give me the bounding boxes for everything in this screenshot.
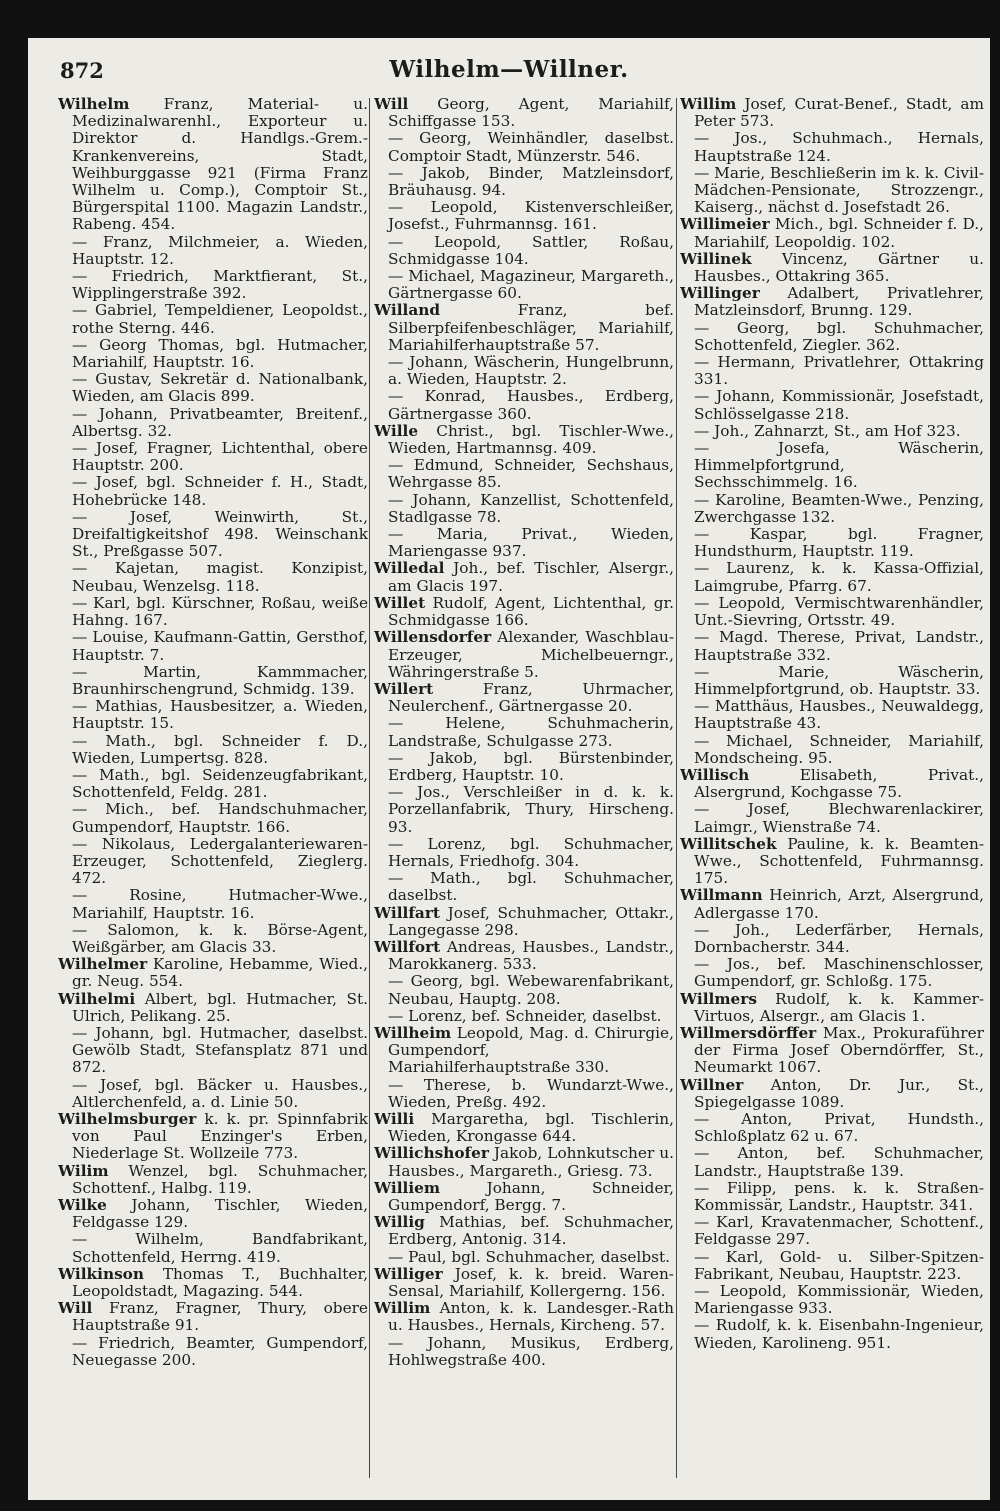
directory-subentry — [680, 423, 984, 440]
directory-subentry — [58, 836, 368, 888]
entry-text: — Johann, Privatbeamter, Breitenf., Albertsg. 32. — [72, 404, 368, 440]
directory-entry — [680, 251, 984, 285]
entry-text: Johann, Tischler, Wieden, Feldgasse 129. — [72, 1196, 368, 1232]
directory-subentry — [374, 1077, 674, 1111]
entry-surname: Williem — [374, 1178, 441, 1197]
directory-subentry — [58, 560, 368, 594]
entry-text: Franz, Uhrmacher, Neulerchenf., Gärtnergasse 20. — [388, 679, 674, 716]
entry-text: — Johann, Kanzellist, Schottenfeld, Stadlgasse 78. — [388, 490, 674, 526]
column-1 — [58, 96, 368, 1486]
entry-text: — Karl, Gold- u. Silber-Spitzen-Fabrikant, Neubau, Hauptstr. 223. — [694, 1247, 984, 1283]
entry-surname: Willi — [374, 1109, 415, 1128]
directory-subentry — [58, 887, 368, 921]
entry-text: — Hermann, Privatlehrer, Ottakring 331. — [694, 353, 984, 389]
directory-subentry — [374, 354, 674, 388]
directory-subentry — [374, 268, 674, 302]
entry-text: — Jos., bef. Maschinenschlosser, Gumpendorf, gr. Schloßg. 175. — [694, 955, 984, 991]
entry-text: — Josef, Fragner, Lichtenthal, obere Hauptstr. 200. — [72, 439, 368, 475]
entry-text: — Rosine, Hutmacher-Wwe., Mariahilf, Hauptstr. 16. — [72, 886, 368, 922]
directory-subentry — [58, 234, 368, 268]
directory-subentry — [374, 492, 674, 526]
directory-entry — [374, 1145, 674, 1179]
directory-entry — [374, 629, 674, 681]
entry-text: — Nikolaus, Ledergalanteriewaren-Erzeuger, Schottenfeld, Zieglerg. 472. — [72, 834, 368, 888]
directory-subentry — [58, 595, 368, 629]
column-divider — [369, 98, 370, 1478]
entry-text: Josef, Curat-Benef., Stadt, am Peter 573. — [694, 96, 984, 131]
directory-page — [28, 38, 990, 1500]
entry-text: — Gabriel, Tempeldiener, Leopoldst., rothe Sterng. 446. — [72, 301, 368, 337]
entry-text: — Helene, Schuhmacherin, Landstraße, Schulgasse 273. — [388, 714, 674, 750]
entry-text: — Karl, Kravatenmacher, Schottenf., Feldgasse 297. — [694, 1213, 984, 1249]
directory-subentry — [58, 1025, 368, 1077]
directory-subentry — [680, 560, 984, 594]
entry-text: — Friedrich, Marktfierant, St., Wipplingerstraße 392. — [72, 267, 368, 303]
directory-subentry — [374, 199, 674, 233]
directory-entry — [374, 1214, 674, 1248]
entry-surname: Willim — [374, 1299, 431, 1318]
directory-subentry — [58, 664, 368, 698]
entry-text: Anton, Dr. Jur., St., Spiegelgasse 1089. — [694, 1075, 984, 1111]
entry-text: — Konrad, Hausbes., Erdberg, Gärtnergasse 360. — [388, 387, 674, 423]
entry-text: — Lorenz, bef. Schneider, daselbst. — [388, 1006, 662, 1025]
directory-entry — [58, 1300, 368, 1334]
entry-surname: Willig — [374, 1213, 425, 1232]
entry-surname: Wilke — [58, 1196, 107, 1214]
directory-subentry — [680, 526, 984, 560]
directory-entry — [680, 1025, 984, 1077]
directory-entry — [680, 96, 984, 130]
entry-text: — Math., bgl. Schuhmacher, daselbst. — [388, 869, 674, 905]
directory-subentry — [680, 733, 984, 767]
entry-text: Thomas T., Buchhalter, Leopoldstadt, Magazing. 544. — [72, 1264, 368, 1301]
entry-text: — Matthäus, Hausbes., Neuwaldegg, Hauptstraße 43. — [694, 697, 984, 733]
directory-entry — [680, 991, 984, 1025]
entry-text: — Karoline, Beamten-Wwe., Penzing, Zwerchgasse 132. — [694, 490, 984, 526]
entry-text: — Kajetan, magist. Konzipist, Neubau, Wenzelsg. 118. — [72, 559, 368, 595]
directory-subentry — [680, 1214, 984, 1248]
entry-text: Pauline, k. k. Beamten-Wwe., Schottenfeld, Fuhrmannsg. 175. — [694, 834, 984, 888]
directory-subentry — [680, 664, 984, 698]
entry-text: — Lorenz, bgl. Schuhmacher, Hernals, Friedhofg. 304. — [388, 834, 674, 870]
directory-subentry — [680, 1180, 984, 1214]
directory-subentry — [374, 165, 674, 199]
entry-surname: Willfort — [374, 937, 441, 956]
entry-text: — Leopold, Kommissionär, Wieden, Mariengasse 933. — [694, 1282, 984, 1318]
directory-entry — [680, 836, 984, 888]
directory-entry — [680, 887, 984, 921]
directory-subentry — [374, 715, 674, 749]
entry-surname: Willensdorfer — [374, 628, 492, 647]
entry-text: Margaretha, bgl. Tischlerin, Wieden, Krongasse 644. — [388, 1109, 674, 1146]
entry-text: — Georg Thomas, bgl. Hutmacher, Mariahilf, Hauptstr. 16. — [72, 335, 368, 372]
directory-entry — [374, 96, 674, 130]
entry-text: Mathias, bef. Schuhmacher, Erdberg, Antonig. 314. — [388, 1213, 674, 1249]
entry-text: Mich., bgl. Schneider f. D., Mariahilf, Leopoldig. 102. — [694, 215, 984, 251]
directory-entry — [58, 1266, 368, 1300]
entry-text: — Mich., bef. Handschuhmacher, Gumpendorf, Hauptstr. 166. — [72, 800, 368, 836]
entry-text: — Karl, bgl. Kürschner, Roßau, weiße Hahng. 167. — [72, 593, 368, 630]
directory-entry — [374, 302, 674, 354]
entry-text: — Joh., Lederfärber, Hernals, Dornbacherstr. 344. — [694, 920, 984, 956]
entry-text: Vincenz, Gärtner u. Hausbes., Ottakring 365. — [694, 249, 984, 286]
entry-text: — Josef, bgl. Schneider f. H., Stadt, Hohebrücke 148. — [72, 473, 368, 509]
entry-text: — Martin, Kammmacher, Braunhirschengrund, Schmidg. 139. — [72, 662, 368, 698]
entry-text: Franz, Fragner, Thury, obere Hauptstraße 91. — [72, 1299, 368, 1335]
directory-entry — [58, 956, 368, 990]
directory-subentry — [680, 165, 984, 217]
directory-entry — [58, 1197, 368, 1231]
entry-text: Karoline, Hebamme, Wied., gr. Neug. 554. — [72, 955, 368, 991]
entry-text: — Jakob, Binder, Matzleinsdorf, Bräuhausg. 94. — [388, 163, 674, 200]
directory-subentry — [374, 750, 674, 784]
entry-surname: Will — [374, 96, 409, 113]
entry-text: Rudolf, Agent, Lichtenthal, gr. Schmidgasse 166. — [388, 593, 674, 630]
directory-entry — [374, 681, 674, 715]
directory-subentry — [58, 406, 368, 440]
directory-subentry — [58, 371, 368, 405]
entry-text: — Magd. Therese, Privat, Landstr., Hauptstraße 332. — [694, 628, 984, 664]
directory-subentry — [58, 268, 368, 302]
entry-text: — Filipp, pens. k. k. Straßen-Kommissär, Landstr., Hauptstr. 341. — [694, 1178, 984, 1214]
directory-subentry — [374, 457, 674, 491]
entry-surname: Wilhelmi — [58, 989, 136, 1008]
entry-surname: Willedal — [374, 559, 445, 578]
entry-surname: Wille — [374, 421, 419, 440]
directory-subentry — [680, 440, 984, 492]
entry-text: — Josef, bgl. Bäcker u. Hausbes., Altlerchenfeld, a. d. Linie 50. — [72, 1075, 368, 1111]
entry-text: — Leopold, Kistenverschleißer, Josefst., Fuhrmannsg. 161. — [388, 198, 674, 234]
directory-subentry — [680, 130, 984, 164]
entry-text: Jakob, Lohnkutscher u. Hausbes., Margareth., Griesg. 73. — [388, 1144, 674, 1180]
entry-surname: Wilhelmsburger — [58, 1109, 197, 1128]
directory-subentry — [58, 1077, 368, 1111]
entry-text: — Johann, Wäscherin, Hungelbrunn, a. Wieden, Hauptstr. 2. — [388, 353, 674, 389]
entry-text: Albert, bgl. Hutmacher, St. Ulrich, Pelikang. 25. — [72, 989, 368, 1025]
directory-subentry — [374, 870, 674, 904]
entry-text: — Georg, bgl. Webewarenfabrikant, Neubau, Hauptg. 208. — [388, 972, 674, 1008]
directory-subentry — [374, 1335, 674, 1369]
entry-text: — Jakob, bgl. Bürstenbinder, Erdberg, Hauptstr. 10. — [388, 748, 674, 784]
directory-entry — [374, 560, 674, 594]
directory-subentry — [680, 595, 984, 629]
directory-subentry — [58, 1231, 368, 1265]
entry-text: — Maria, Privat., Wieden, Mariengasse 937. — [388, 525, 674, 561]
entry-text: — Anton, bef. Schuhmacher, Landstr., Hauptstraße 139. — [694, 1144, 984, 1180]
directory-subentry — [680, 1283, 984, 1317]
entry-text: Joh., bef. Tischler, Alsergr., am Glacis 197. — [388, 559, 674, 595]
entry-text: — Jos., Verschleißer in d. k. k. Porzellanfabrik, Thury, Hirscheng. 93. — [388, 783, 674, 836]
page-number: 872 — [60, 58, 104, 83]
directory-subentry — [58, 733, 368, 767]
entry-text: — Mathias, Hausbesitzer, a. Wieden, Hauptstr. 15. — [72, 697, 368, 733]
entry-text: — Georg, Weinhändler, daselbst. Comptoir Stadt, Münzerstr. 546. — [388, 129, 674, 165]
entry-text: Adalbert, Privatlehrer, Matzleinsdorf, Brunng. 129. — [694, 284, 984, 320]
entry-surname: Willheim — [374, 1023, 452, 1042]
entry-text: Rudolf, k. k. Kammer-Virtuos, Alsergr., am Glacis 1. — [694, 989, 984, 1025]
entry-surname: Willmers — [680, 989, 757, 1008]
entry-text: Johann, Schneider, Gumpendorf, Bergg. 7. — [388, 1178, 674, 1214]
entry-text: — Joh., Zahnarzt, St., am Hof 323. — [694, 421, 961, 440]
entry-text: — Edmund, Schneider, Sechshaus, Wehrgasse 85. — [388, 456, 674, 492]
entry-surname: Wilhelmer — [58, 955, 148, 974]
directory-entry — [374, 1300, 674, 1334]
entry-surname: Wilim — [58, 1161, 109, 1180]
directory-entry — [680, 285, 984, 319]
directory-entry — [58, 1111, 368, 1163]
directory-entry — [680, 216, 984, 250]
entry-surname: Willitschek — [680, 834, 777, 853]
entry-text: — Josef, Blechwarenlackirer, Laimgr., Wienstraße 74. — [694, 800, 984, 836]
entry-text: — Leopold, Sattler, Roßau, Schmidgasse 104. — [388, 232, 674, 268]
entry-surname: Willmersdörffer — [680, 1023, 817, 1042]
entry-text: — Rudolf, k. k. Eisenbahn-Ingenieur, Wieden, Karolineng. 951. — [694, 1316, 984, 1352]
directory-subentry — [374, 973, 674, 1007]
entry-text: — Johann, Musikus, Erdberg, Hohlwegstraße 400. — [388, 1333, 674, 1369]
entry-surname: Wilhelm — [58, 96, 130, 113]
directory-subentry — [680, 629, 984, 663]
entry-text: Josef, k. k. breid. Waren-Sensal, Mariahilf, Kollergerng. 156. — [388, 1264, 674, 1301]
entry-text: — Laurenz, k. k. Kassa-Offizial, Laimgrube, Pfarrg. 67. — [694, 559, 984, 595]
entry-text: — Franz, Milchmeier, a. Wieden, Hauptstr. 12. — [72, 232, 368, 268]
entry-surname: Willinger — [680, 284, 760, 303]
entry-surname: Williger — [374, 1264, 443, 1283]
column-2 — [374, 96, 674, 1486]
entry-text: — Josefa, Wäscherin, Himmelpfortgrund, Sechsschimmelg. 16. — [694, 439, 984, 492]
directory-subentry — [58, 509, 368, 561]
directory-entry — [374, 423, 674, 457]
entry-text: — Michael, Schneider, Mariahilf, Mondscheing. 95. — [694, 731, 984, 767]
entry-text: — Therese, b. Wundarzt-Wwe., Wieden, Preßg. 492. — [388, 1075, 674, 1111]
entry-surname: Wilkinson — [58, 1264, 145, 1283]
directory-subentry — [58, 337, 368, 371]
directory-subentry — [680, 922, 984, 956]
directory-subentry — [374, 130, 674, 164]
directory-subentry — [58, 629, 368, 663]
entry-text: Franz, Material- u. Medizinalwarenhl., Exporteur u. Direktor d. Handlgs.-Grem.-Krankenvereins, Stadt, Weihburggasse 921 (Firma Franz Wilhelm u. Comp.), Comptoir St., Bürgerspital 1100. Magazin Landstr., Rabeng. 454. — [72, 96, 368, 234]
entry-text: Alexander, Waschblau-Erzeuger, Michelbeuerngr., Währingerstraße 5. — [388, 628, 674, 681]
directory-subentry — [58, 922, 368, 956]
entry-text: — Marie, Beschließerin im k. k. Civil-Mädchen-Pensionate, Strozzengr., Kaiserg., nächst d. Josefstadt 26. — [694, 163, 984, 217]
entry-text: k. k. pr. Spinnfabrik von Paul Enzinger's Erben, Niederlage St. Wollzeile 773. — [72, 1109, 368, 1163]
entry-text: Andreas, Hausbes., Landstr., Marokkanerg. 533. — [388, 937, 674, 974]
directory-entry — [680, 1077, 984, 1111]
directory-entry — [374, 939, 674, 973]
directory-subentry — [680, 801, 984, 835]
entry-text: Elisabeth, Privat., Alsergrund, Kochgasse 75. — [694, 765, 984, 802]
directory-subentry — [680, 1317, 984, 1351]
column-3 — [680, 96, 984, 1486]
directory-subentry — [680, 388, 984, 422]
entry-text: — Kaspar, bgl. Fragner, Hundsthurm, Hauptstr. 119. — [694, 525, 984, 561]
entry-text: Max., Prokuraführer der Firma Josef Oberndörffer, St., Neumarkt 1067. — [694, 1023, 984, 1077]
directory-subentry — [58, 698, 368, 732]
entry-surname: Willimeier — [680, 215, 770, 234]
entry-text: — Josef, Weinwirth, St., Dreifaltigkeitshof 498. Weinschank St., Preßgasse 507. — [72, 507, 368, 561]
directory-entry — [58, 991, 368, 1025]
entry-text: — Wilhelm, Bandfabrikant, Schottenfeld, Herrng. 419. — [72, 1230, 368, 1266]
entry-text: — Johann, Kommissionär, Josefstadt, Schlösselgasse 218. — [694, 387, 984, 423]
column-divider — [676, 98, 677, 1478]
entry-text: — Johann, bgl. Hutmacher, daselbst. Gewölb Stadt, Stefansplatz 871 und 872. — [72, 1023, 368, 1077]
directory-subentry — [374, 234, 674, 268]
entry-text: — Jos., Schuhmach., Hernals, Hauptstraße 124. — [694, 129, 984, 165]
entry-text: Wenzel, bgl. Schuhmacher, Schottenf., Halbg. 119. — [72, 1161, 368, 1197]
entry-text: Franz, bef. Silberpfeifenbeschläger, Mariahilf, Mariahilferhauptstraße 57. — [388, 301, 674, 354]
entry-surname: Willisch — [680, 765, 750, 784]
directory-entry — [680, 767, 984, 801]
entry-surname: Willmann — [680, 886, 763, 905]
directory-subentry — [680, 1145, 984, 1179]
entry-text: Georg, Agent, Mariahilf, Schiffgasse 153. — [388, 96, 674, 131]
directory-subentry — [374, 784, 674, 836]
directory-subentry — [374, 836, 674, 870]
directory-subentry — [374, 1249, 674, 1266]
entry-surname: Willim — [680, 96, 737, 113]
directory-subentry — [58, 1335, 368, 1369]
directory-entry — [58, 96, 368, 234]
entry-text: — Anton, Privat, Hundsth., Schloßplatz 62 u. 67. — [694, 1109, 984, 1146]
entry-surname: Willner — [680, 1075, 744, 1094]
entry-text: Leopold, Mag. d. Chirurgie, Gumpendorf, Mariahilferhauptstraße 330. — [388, 1023, 674, 1077]
entry-text: Anton, k. k. Landesger.-Rath u. Hausbes., Hernals, Kircheng. 57. — [388, 1299, 674, 1335]
directory-entry — [374, 1111, 674, 1145]
entry-surname: Will — [58, 1299, 93, 1318]
directory-subentry — [680, 354, 984, 388]
directory-entry — [58, 1163, 368, 1197]
entry-text: — Leopold, Vermischtwarenhändler, Unt.-Sievring, Ortsstr. 49. — [694, 593, 984, 630]
directory-subentry — [374, 1008, 674, 1025]
entry-text: Heinrich, Arzt, Alsergrund, Adlergasse 170. — [694, 886, 984, 922]
entry-surname: Willichshofer — [374, 1144, 489, 1163]
directory-subentry — [374, 526, 674, 560]
directory-entry — [374, 1266, 674, 1300]
entry-surname: Willinek — [680, 249, 752, 268]
directory-entry — [374, 1025, 674, 1077]
page-header — [28, 56, 990, 88]
entry-surname: Willert — [374, 679, 434, 698]
entry-text: — Paul, bgl. Schuhmacher, daselbst. — [388, 1247, 670, 1266]
entry-text: Christ., bgl. Tischler-Wwe., Wieden, Hartmannsg. 409. — [388, 421, 674, 458]
directory-columns — [28, 96, 990, 1486]
entry-text: — Georg, bgl. Schuhmacher, Schottenfeld, Ziegler. 362. — [694, 318, 984, 354]
running-head: Wilhelm—Willner. — [389, 56, 629, 83]
directory-subentry — [58, 767, 368, 801]
entry-text: Josef, Schuhmacher, Ottakr., Langegasse 298. — [388, 903, 674, 939]
entry-text: — Gustav, Sekretär d. Nationalbank, Wieden, am Glacis 899. — [72, 370, 368, 406]
entry-text: — Michael, Magazineur, Margareth., Gärtnergasse 60. — [388, 267, 674, 303]
entry-text: — Math., bgl. Schneider f. D., Wieden, Lumpertsg. 828. — [72, 731, 368, 767]
entry-text: — Math., bgl. Seidenzeugfabrikant, Schottenfeld, Feldg. 281. — [72, 765, 368, 802]
directory-subentry — [58, 302, 368, 336]
entry-text: — Salomon, k. k. Börse-Agent, Weißgärber, am Glacis 33. — [72, 920, 368, 956]
directory-subentry — [680, 492, 984, 526]
entry-text: — Louise, Kaufmann-Gattin, Gersthof, Hauptstr. 7. — [72, 628, 368, 664]
directory-subentry — [680, 698, 984, 732]
entry-surname: Willfart — [374, 903, 440, 922]
directory-entry — [374, 1180, 674, 1214]
entry-text: — Friedrich, Beamter, Gumpendorf, Neuegasse 200. — [72, 1333, 368, 1369]
directory-subentry — [680, 1111, 984, 1145]
directory-entry — [374, 905, 674, 939]
directory-subentry — [680, 956, 984, 990]
entry-surname: Willand — [374, 301, 441, 320]
entry-text: — Marie, Wäscherin, Himmelpfortgrund, ob. Hauptstr. 33. — [694, 662, 984, 698]
directory-subentry — [374, 388, 674, 422]
entry-surname: Willet — [374, 593, 426, 612]
directory-entry — [374, 595, 674, 629]
directory-subentry — [58, 801, 368, 835]
directory-subentry — [680, 1249, 984, 1283]
directory-subentry — [680, 320, 984, 354]
directory-subentry — [58, 440, 368, 474]
directory-subentry — [58, 474, 368, 508]
